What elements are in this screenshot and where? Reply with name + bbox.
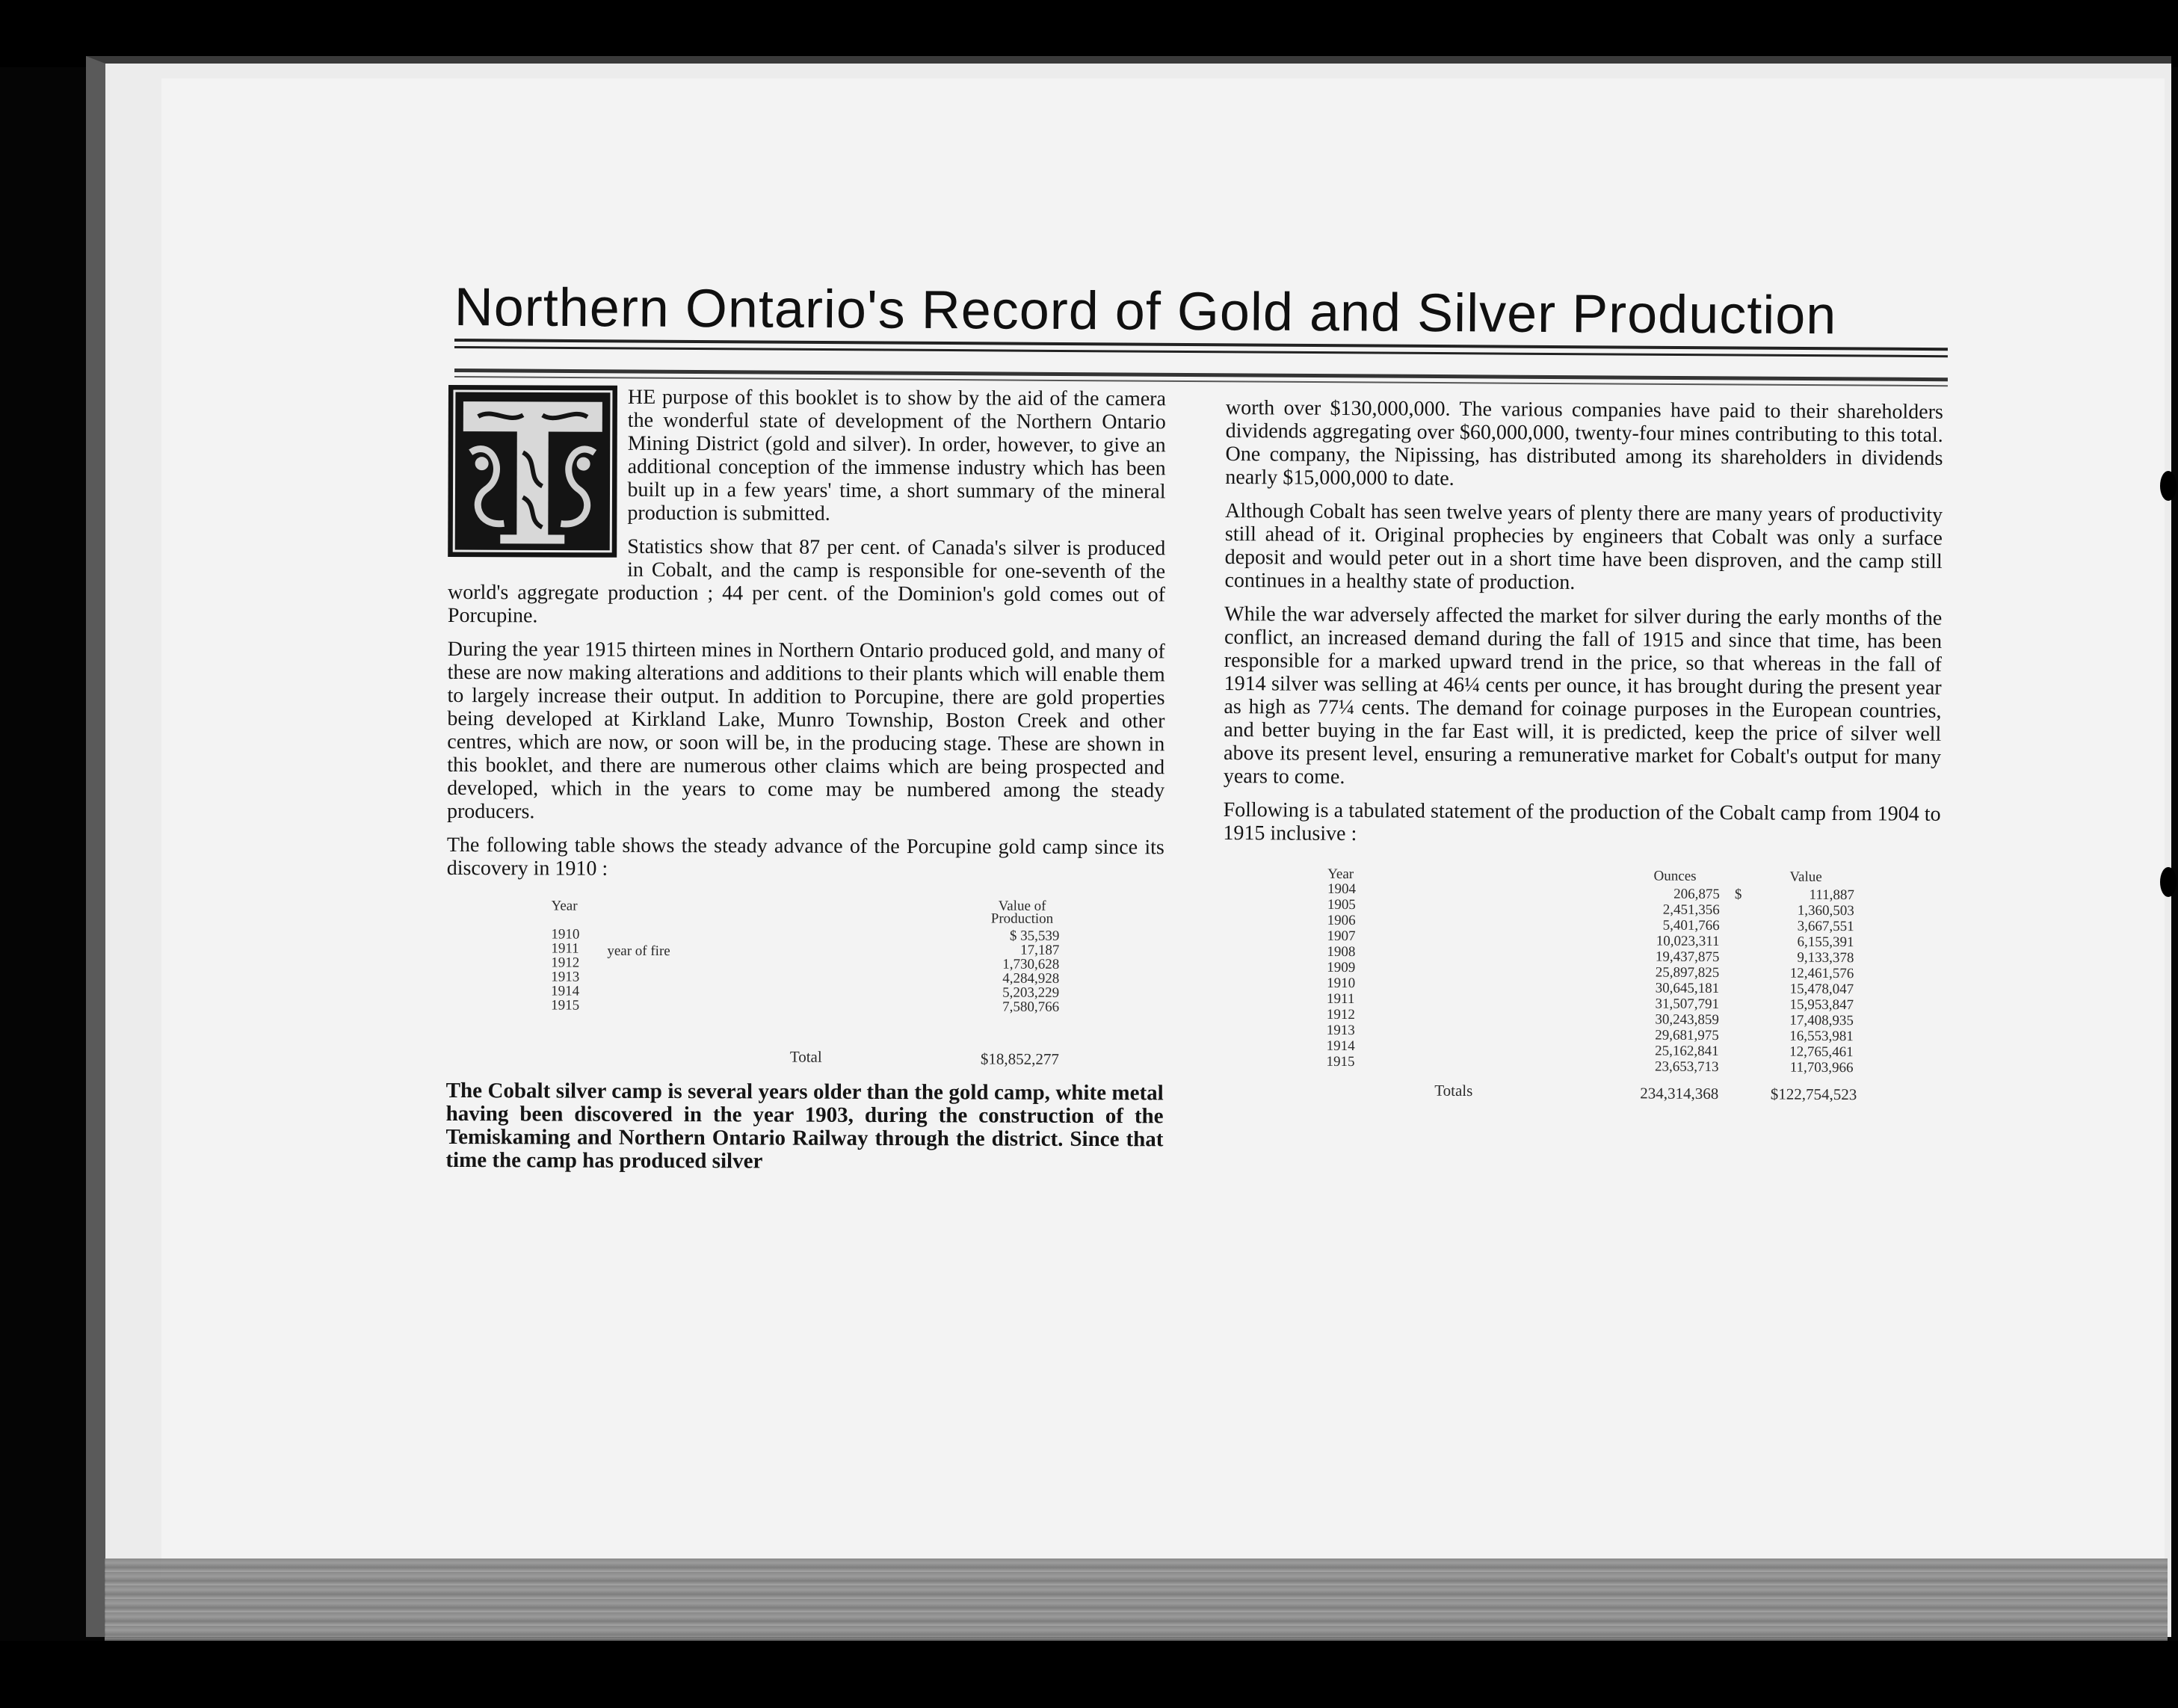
column-header-year: Year [1327,866,1354,883]
paragraph: Following is a tabulated statement of the production of the Cobalt camp from 1904 to 1915 inclusive : [1223,798,1941,846]
right-column [1221,396,1943,1174]
page-edge-strip [105,1559,2168,1641]
value-column [940,928,1059,1014]
column-header-year: Year [551,898,578,914]
table-cell-year: 1904 [1327,881,1357,898]
table-cell-value: 11,703,966 [1789,1059,1854,1076]
page-title: Northern Ontario's Record of Gold and Silver Production [454,277,1837,346]
film-border-bottom [0,1641,2178,1708]
paragraph: Statistics show that 87 per cent. of Canada's silver is produced in Cobalt, and the camp is responsible for one-seventh of the world's aggregate production ; 44 per cent. of the Dominion's gold comes out of Porcupine. [447,534,1166,628]
table-total-ounces: 234,314,368 [1640,1084,1719,1103]
table-cell-ounces: 10,023,311 [1656,933,1720,950]
table-cell-year: 1911 [1327,990,1355,1008]
table-cell-ounces: 30,645,181 [1655,980,1720,997]
value-column [1744,887,1854,1076]
table-cell-value: 12,765,461 [1789,1043,1854,1061]
edge-mark [2160,867,2177,897]
table-cell-ounces: 206,875 [1673,886,1721,903]
column-header-ounces: Ounces [1653,868,1697,884]
year-column [551,926,580,1014]
table-cell-value: 7,580,766 [1002,999,1060,1015]
table-total-value: $122,754,523 [1770,1085,1857,1104]
column-header-value: Value [1789,869,1822,885]
table-cell-value: 17,408,935 [1789,1012,1854,1029]
paragraph: worth over $130,000,000. The various companies have paid to their shareholders dividends aggregating over $60,000,000, twenty-four mines contributing to this total. One company, the Nipissing, has distributed among its shareholders in dividends nearly $15,000,000 to date. [1225,396,1943,490]
table-cell-year: 1913 [1326,1022,1355,1039]
table-cell-value: $ 35,539 [1009,928,1060,944]
paragraph: During the year 1915 thirteen mines in Northern Ontario produced gold, and many of these are now making alterations and additions to their plants which will enable them to largely increase their output. In addition to Porcupine, there are gold properties being developed at Kirkland Lake, Munro Township, Boston Creek and other centres, which are now, or soon will be, in the producing stage. These are shown in this booklet, and there are numerous other claims which are being prospected and developed, which in the years to come may be numbered among the steady producers. [446,637,1165,824]
table-cell-year: 1912 [551,955,580,971]
table-cell-year: 1909 [1327,959,1356,976]
table-cell-year: 1914 [1326,1038,1355,1055]
left-column [445,385,1166,1185]
table-cell-year: 1907 [1327,928,1356,945]
table-cell-year: 1905 [1327,896,1356,913]
table-note: year of fire [607,943,670,960]
table-cell-value: 16,553,981 [1789,1028,1854,1045]
table-cell-year: 1912 [1326,1006,1356,1023]
ornamental-t-icon [448,385,617,558]
paragraph: The following table shows the steady advance of the Porcupine gold camp since its discovery in 1910 : [446,833,1164,881]
table-cell-year: 1906 [1327,912,1356,929]
table-cell-ounces: 19,437,875 [1655,949,1720,966]
table-cell-value: 12,461,576 [1789,965,1854,982]
table-total-label: Totals [1434,1081,1473,1100]
dollar-sign: $ [1734,887,1742,903]
ounces-column [1606,886,1720,1075]
table-cell-year: 1908 [1327,943,1356,961]
table-cell-year: 1910 [1327,975,1356,992]
table-cell-value: 15,478,047 [1789,981,1854,998]
table-cell-ounces: 23,653,713 [1654,1058,1719,1076]
table-total-label: Total [789,1047,822,1066]
table-cell-year: 1915 [551,997,580,1014]
table-cell-year: 1914 [551,983,580,999]
table-cell-value: 111,887 [1809,887,1855,904]
table-cell-value: 1,730,628 [1002,956,1060,972]
table-cell-ounces: 29,681,975 [1655,1027,1719,1044]
paragraph: While the war adversely affected the market for silver during the early months of the conflict, an increased demand during the fall of 1915 and since that time, has been responsible for a marked upward trend in the price, so that whereas in the fall of 1914 silver was selling at 46¼ cents per ounce, it has brought during the present year as high as 77¼ cents. The demand for coinage purposes in the European countries, and better buying in the far East will, it is predicted, keep the price of silver well above its present level, ensuring a remunerative market for Cobalt's output for many years to come. [1223,602,1943,789]
intro-paragraph [448,385,1166,526]
porcupine-table [446,890,1164,1076]
table-cell-value: 1,360,503 [1797,902,1854,919]
table-cell-value: 17,187 [1020,942,1060,958]
cobalt-table [1221,855,1941,1174]
table-cell-ounces: 30,243,859 [1655,1011,1719,1029]
table-cell-ounces: 31,507,791 [1655,996,1720,1013]
table-cell-value: 3,667,551 [1797,918,1854,935]
table-total-value: $18,852,277 [980,1049,1059,1068]
table-cell-year: 1911 [551,940,579,957]
table-cell-year: 1913 [551,969,580,985]
table-cell-ounces: 5,401,766 [1662,917,1720,934]
table-cell-ounces: 25,897,825 [1655,964,1720,981]
column-header-value: Value of Production [990,898,1054,927]
table-cell-ounces: 25,162,841 [1655,1043,1719,1060]
intro-text: HE purpose of this booklet is to show by the aid of the camera the wonderful state of development of the Northern Ontario Mining District (gold and silver). In order, however, to give an additional conception of the immense industry which has been built up in a few years' time, a short summary of the mineral production is submitted. [627,385,1166,525]
table-cell-value: 9,133,378 [1797,949,1854,966]
edge-mark [2160,471,2177,501]
table-cell-value: 15,953,847 [1789,996,1854,1014]
paragraph: Although Cobalt has seen twelve years of plenty there are many years of productivity still ahead of it. Original prophecies by engineers that Cobalt was only a surface deposit and would peter out in a short time have been disproven, and the camp still continues in a healthy state of production. [1224,499,1943,594]
table-cell-year: 1910 [551,926,580,943]
table-cell-value: 4,284,928 [1002,970,1060,987]
year-column [1326,881,1356,1070]
table-cell-ounces: 2,451,356 [1662,901,1720,919]
paragraph: The Cobalt silver camp is several years older than the gold camp, white metal having been discovered in the year 1903, during the construction of the Temiskaming and Northern Ontario Railway through the district. Since that time the camp has produced silver [445,1078,1164,1174]
dropcap-ornament [448,385,617,558]
table-cell-value: 5,203,229 [1002,984,1060,1001]
table-cell-year: 1915 [1326,1053,1355,1070]
table-cell-value: 6,155,391 [1797,934,1854,951]
